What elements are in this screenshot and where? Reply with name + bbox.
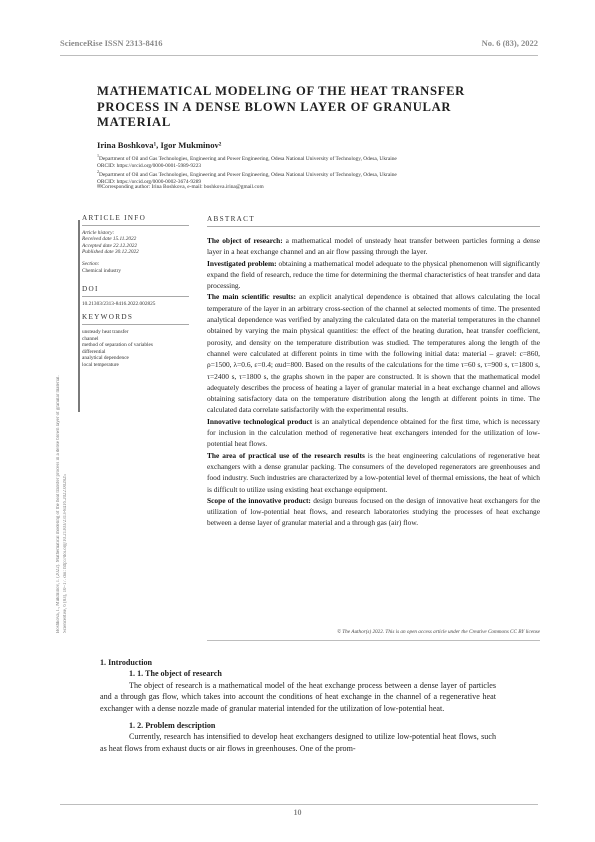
keyword: channel <box>82 335 99 342</box>
article-info-panel <box>82 215 189 369</box>
header-divider <box>60 55 538 56</box>
abstract-heading: ABSTRACT <box>207 215 540 227</box>
affiliation-1-text: Department of Oil and Gas Technologies, Engineering and Power Engineering, Odesa National University of Technology, Odesa, Ukraine <box>99 155 397 162</box>
orcid-2-link[interactable]: ORCID: https://orcid.org/0000-0002-3674-9289 <box>97 179 202 186</box>
section-value: Chemical industry <box>82 267 121 274</box>
abstract-area: The area of practical use of the research results is the heat engineering calculations of regenerative heat exchangers with a dense granular packing. The consumers of the developed regenerators are greenhouses and food industry. Such industries are characterized by a low-potential level of thermal emissions, the heat of which is difficult to utilize using existing heat exchange equipment. <box>207 450 540 494</box>
section-heading-introduction: 1. Introduction <box>100 658 153 667</box>
license-note: © The Author(s) 2022. This is an open access article under the Creative Commons CC BY license <box>337 629 540 635</box>
abstract-scope: Scope of the innovative product: design bureaus focused on the design of innovative heat exchangers for the utilization of low-potential heat flows, and research laboratories studying the processes of heat exchange between a dense layer of granular material and a through gas (air) flow. <box>207 495 540 528</box>
keywords-heading: KEYWORDS <box>82 314 189 325</box>
affiliation-2-text: Department of Oil and Gas Technologies, Engineering and Power Engineering, Odesa National University of Technology, Odesa, Ukraine <box>99 171 397 178</box>
paragraph-problem: Currently, research has intensified to develop heat exchangers designed to utilize low-potential heat flows, such as heat flows from exhaust ducts or air flows in greenhouses. One of the prom- <box>100 732 496 753</box>
abstract-results-label: The main scientific results: <box>207 292 296 302</box>
received-date: Received date 15.11.2022 <box>82 236 137 243</box>
abstract-object-label: The object of research: <box>207 236 283 245</box>
keyword: analytical dependence <box>82 355 129 362</box>
keyword: unsteady heat transfer <box>82 328 129 335</box>
abstract-panel <box>207 215 540 529</box>
accepted-date: Accepted date 22.12.2022 <box>82 242 138 249</box>
side-citation-line-1: Boshkova, I., Mukminov, I. (2022). Mathematical modeling of the heat transfer process in a dense blown layer of granular material. <box>56 375 61 633</box>
affiliation-1-sup: 1 <box>97 153 99 158</box>
abstract-divider <box>207 640 540 641</box>
abstract-problem: Investigated problem: obtaining a mathematical model adequate to the physical phenomenon will significantly expand the field of research, reduce the time for determining the thermal characteristics of heat transfer and data processing. <box>207 258 540 291</box>
published-date: Published date 30.12.2022 <box>82 249 139 256</box>
journal-header: ScienceRise ISSN 2313-8416 <box>60 38 163 48</box>
side-citation-2 <box>63 238 75 633</box>
article-info-heading: ARTICLE INFO <box>82 215 189 226</box>
affiliation-2-sup: 2 <box>97 169 99 174</box>
abstract-scope-label: Scope of the innovative product: <box>207 495 311 505</box>
keyword: method of separation of variables <box>82 342 153 349</box>
abstract-innovative: Innovative technological product is an analytical dependence obtained for the first time, which is necessary for inclusion in the calculation method of regenerative heat exchangers intended for the utilization of low-potential heat flows. <box>207 416 540 449</box>
paragraph-object: The object of research is a mathematical model of the heat exchange process between a dense layer of particles and a through gas flow, which takes into account the conditions of heat exchange in the channel of a regenerative heat exchanger with a dense nozzle made of granular material intended for the utilization of low-potential heat. <box>100 680 496 713</box>
keyword: local temperature <box>82 361 119 368</box>
abstract-innovative-label: Innovative technological product <box>207 416 313 426</box>
body-text <box>100 657 496 754</box>
abstract-object: The object of research: a mathematical model of unsteady heat transfer between particles forming a dense layer in a heat exchange channel and an air flow passing through the layer. <box>207 236 540 257</box>
abstract-body <box>207 235 540 529</box>
subsection-heading-problem: 1. 2. Problem description <box>129 721 216 731</box>
article-info-rule <box>78 220 80 412</box>
keyword: differential <box>82 348 106 355</box>
corresponding-author: ✉Corresponding author: Irina Boshkova, e-mail: boshkova.irina@gmail.com <box>97 184 264 190</box>
side-citation-line-2: ScienceRise, 6 (83), 10–17. doi: http://doi.org/10.21303/2313-8416.2022.002825 <box>63 474 68 633</box>
abstract-area-label: The area of practical use of the research results <box>207 450 365 460</box>
issue-header: No. 6 (83), 2022 <box>481 38 538 48</box>
doi-value[interactable]: 10.21303/2313-8416.2022.002825 <box>82 300 156 307</box>
subsection-heading-object: 1. 1. The object of research <box>129 669 222 679</box>
doi-heading: DOI <box>82 286 189 297</box>
authors: Irina Boshkova¹, Igor Mukminov² <box>97 140 222 150</box>
section-label: Section: <box>82 260 100 267</box>
article-history-label: Article history: <box>82 229 115 236</box>
abstract-problem-label: Investigated problem: <box>207 258 277 268</box>
paper-title: MATHEMATICAL MODELING OF THE HEAT TRANSFER PROCESS IN A DENSE BLOWN LAYER OF GRANULAR MATERIAL <box>97 84 465 129</box>
orcid-1-link[interactable]: ORCID: https://orcid.org/0000-0001-5989-9223 <box>97 163 202 170</box>
footer-divider <box>60 804 538 805</box>
page-number: 10 <box>293 808 302 817</box>
abstract-results: The main scientific results: an explicit analytical dependence is obtained that allows calculating the local temperature of the layer in an arbitrary cross-section of the channel at selected moments of time. The presented analytical dependence was verified by analyzing the calculated data on the material temperatures in the channel obtained by varying the main physical quantities: the effect of the heating duration, heat transfer coefficient, porosity, and density on the temperature distribution was studied. The temperatures along the length of the channel were calculated at different points in time with the following initial data: material – gravel: c=860, ρ=1500, λ=0.6, ε=0.4; αud=800. Based on the results of the calculations for the time τ=60 s, τ=900 s, τ=1800 s, τ=2400 s, τ=1800 s, the graphs shown in the paper are constructed. It is shown that the mathematical model adequately describes the process of heating a layer of granular material in a heat exchange channel and allows obtaining satisfactory data on the temperature distribution along the length at different points in time. The calculated data correlate satisfactorily with the experimental results. <box>207 292 540 415</box>
